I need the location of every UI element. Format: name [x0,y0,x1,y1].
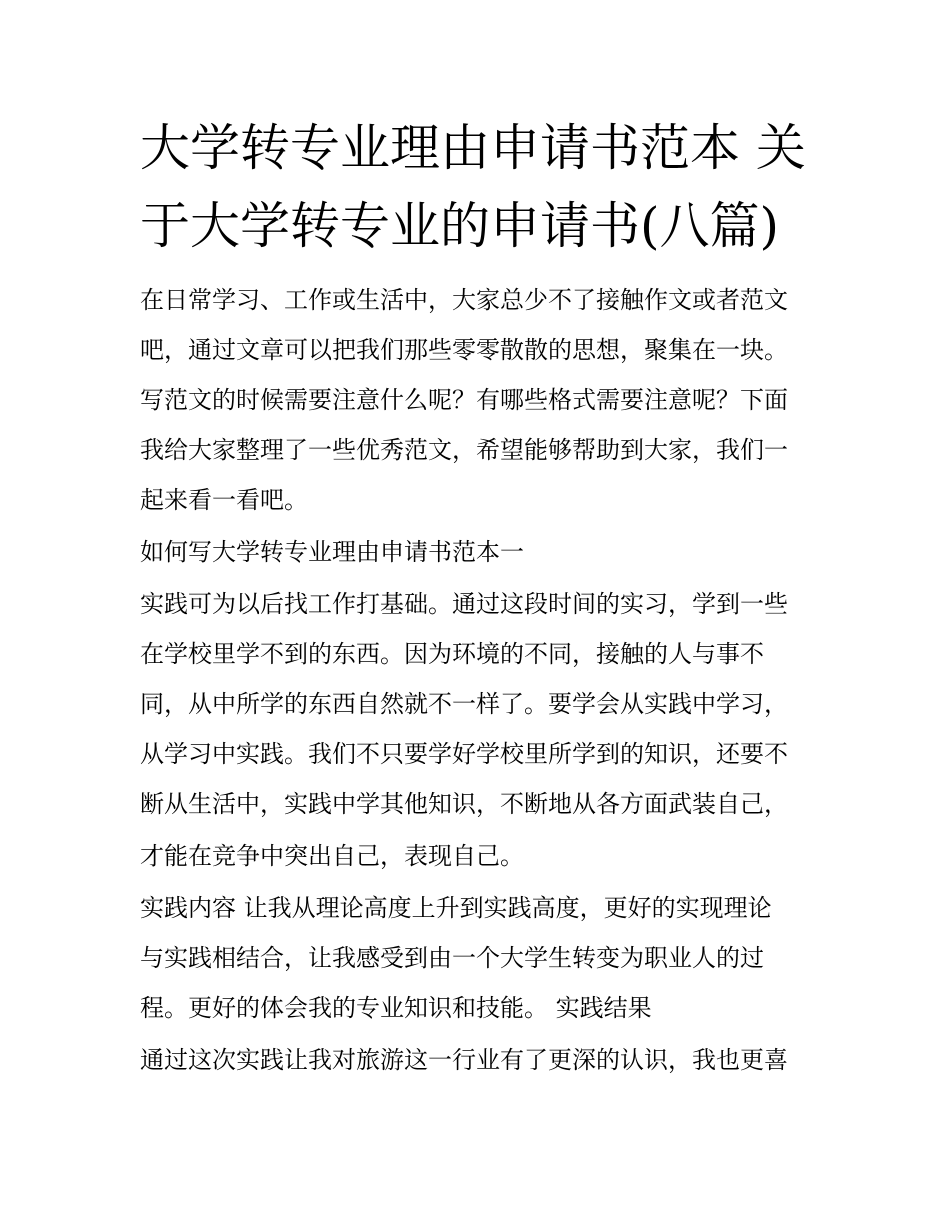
body-line: 与实践相结合，让我感受到由一个大学生转变为职业人的过 [140,944,764,972]
body-line: 从学习中实践。我们不只要学好学校里所学到的知识，还要不 [140,740,788,768]
body-line: 同，从中所学的东西自然就不一样了。要学会从实践中学习， [140,690,788,718]
body-line: 写范文的时候需要注意什么呢？有哪些格式需要注意呢？下面 [140,386,788,414]
body-line: 才能在竞争中突出自己，表现自己。 [140,842,524,870]
body-line: 程。更好的体会我的专业知识和技能。 实践结果 [140,994,652,1022]
document-title-line-2: 于大学转专业的申请书(八篇) [140,197,780,255]
body-line: 实践内容 让我从理论高度上升到实践高度，更好的实现理论 [140,894,772,922]
body-line: 实践可为以后找工作打基础。通过这段时间的实习，学到一些 [140,590,788,618]
body-line: 在日常学习、工作或生活中，大家总少不了接触作文或者范文 [140,286,788,314]
body-line: 通过这次实践让我对旅游这一行业有了更深的认识，我也更喜 [140,1046,788,1074]
document-title-line-1: 大学转专业理由申请书范本 关 [140,119,806,177]
body-line: 起来看一看吧。 [140,486,308,514]
body-line: 我给大家整理了一些优秀范文，希望能够帮助到大家，我们一 [140,436,788,464]
body-line: 在学校里学不到的东西。因为环境的不同，接触的人与事不 [140,640,764,668]
body-line: 吧，通过文章可以把我们那些零零散散的思想，聚集在一块。 [140,336,788,364]
body-line: 断从生活中，实践中学其他知识，不断地从各方面武装自己， [140,790,788,818]
section-heading: 如何写大学转专业理由申请书范本一 [140,538,524,566]
